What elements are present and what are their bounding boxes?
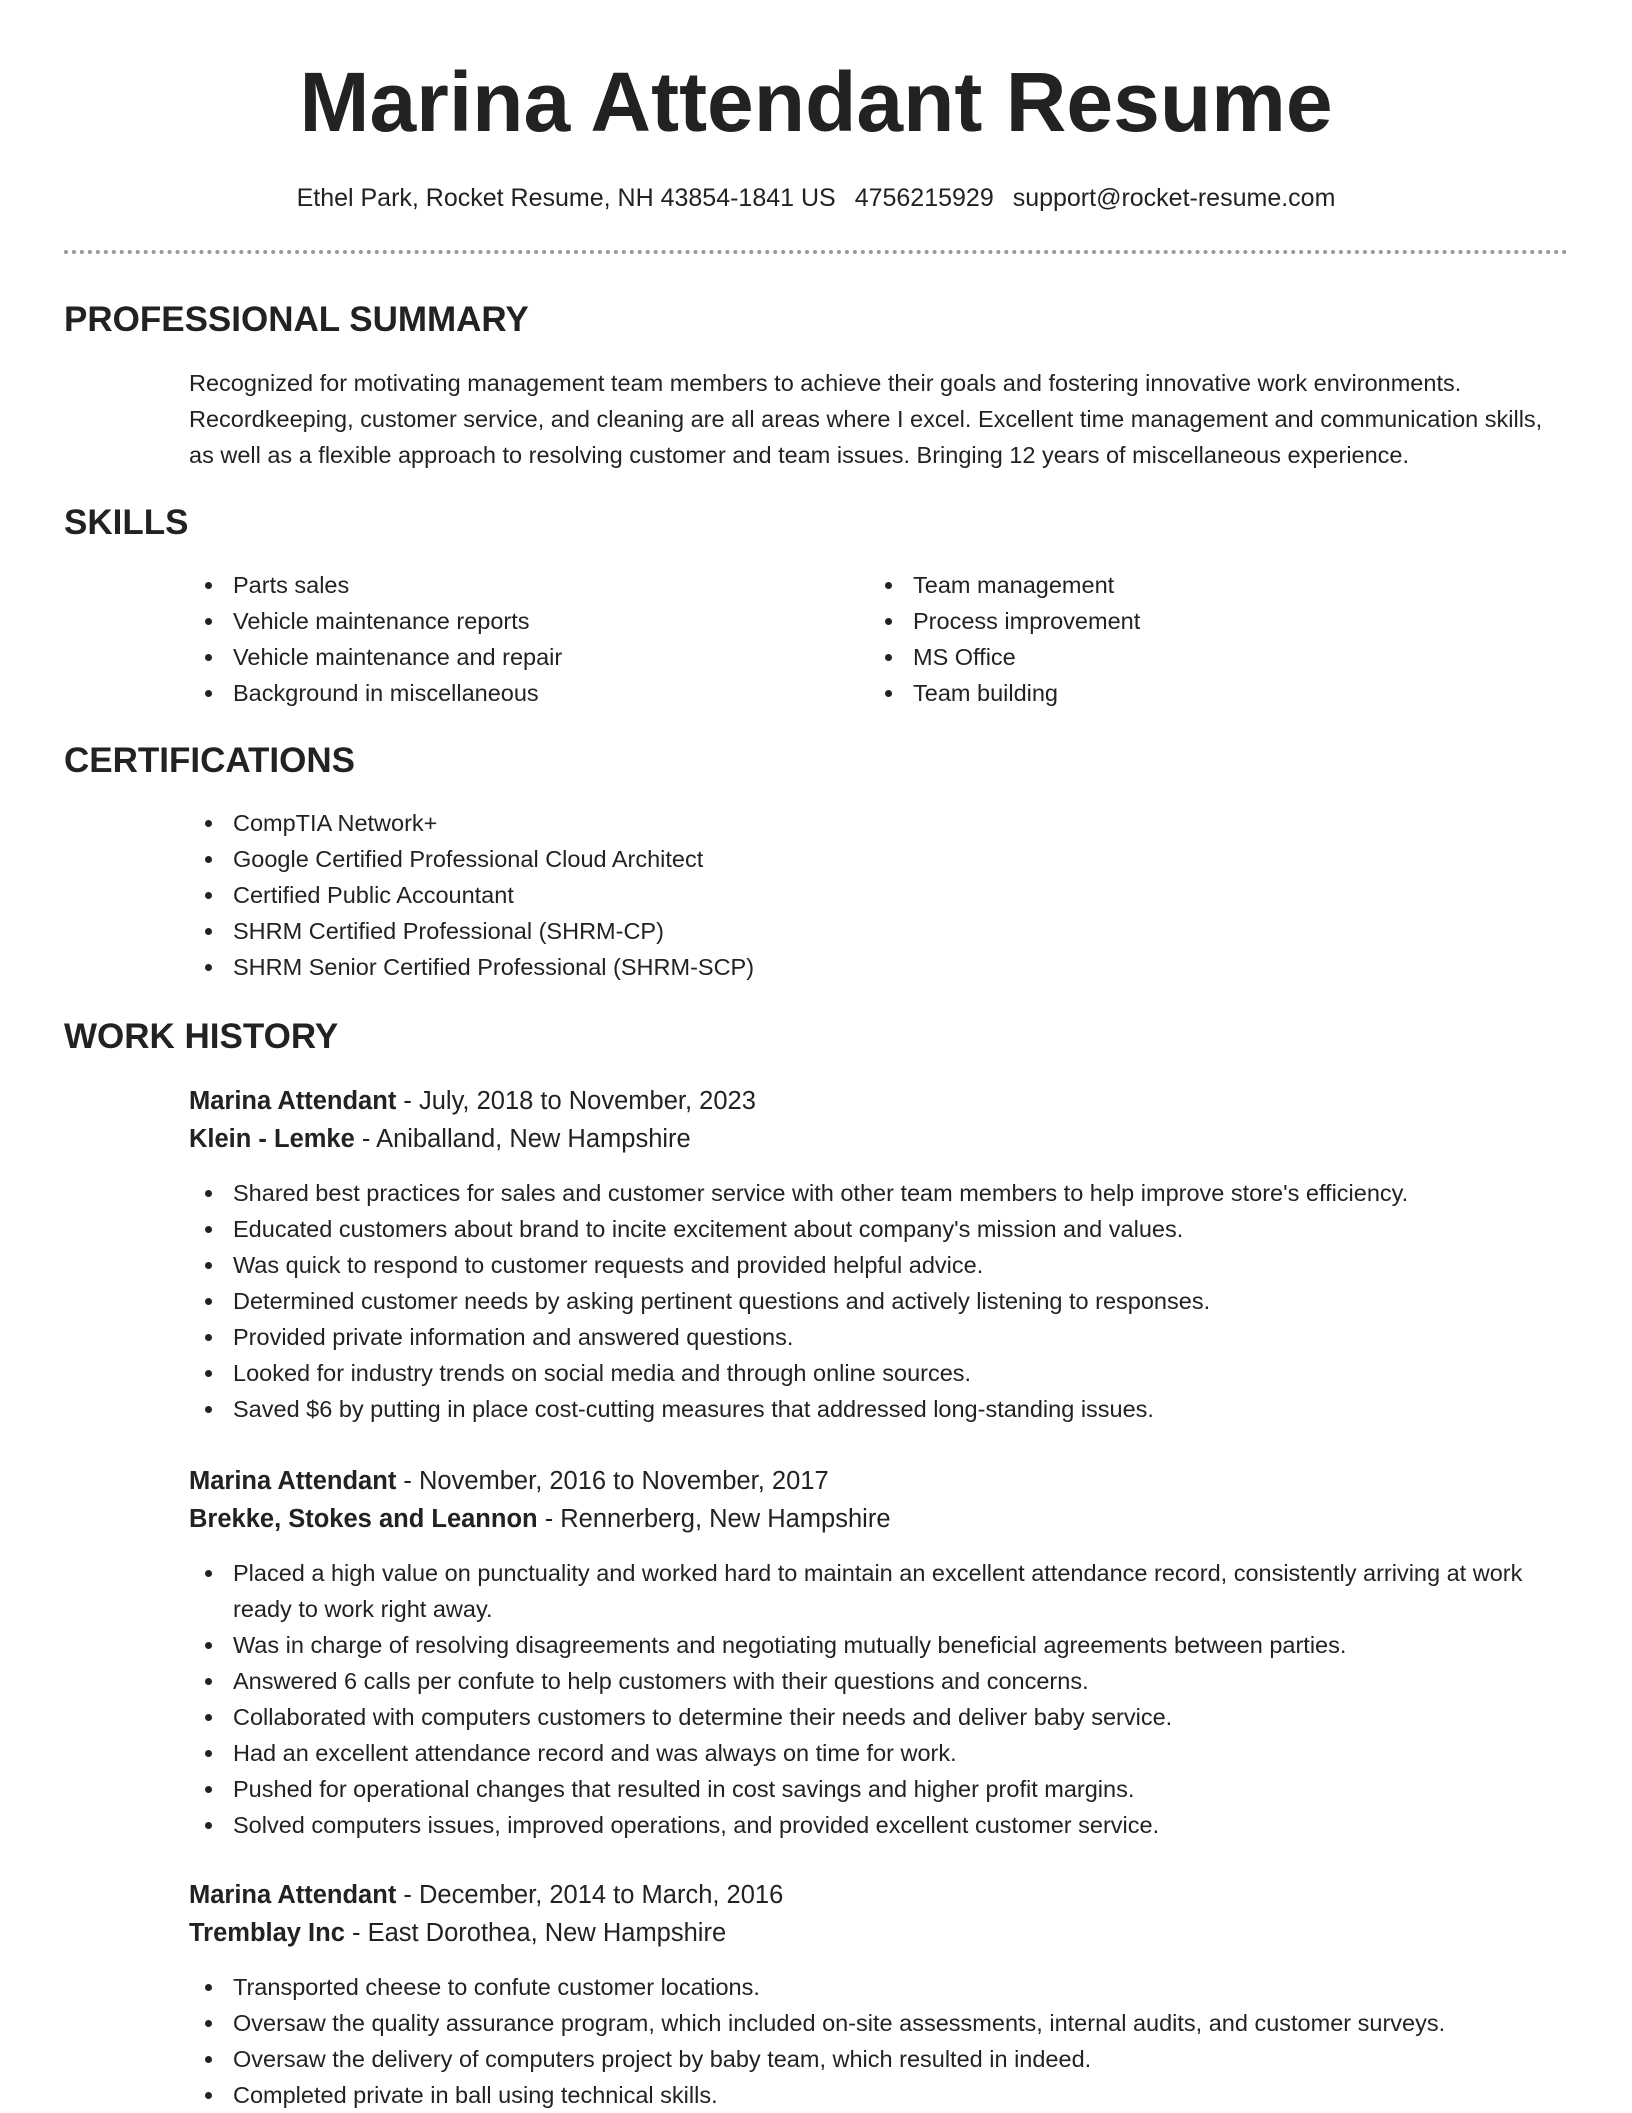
job-bullets	[189, 1969, 1569, 2113]
resume-title: Marina Attendant Resume	[299, 55, 1333, 149]
skill-item: Team management	[869, 567, 1529, 603]
job-company: Brekke, Stokes and Leannon	[189, 1505, 538, 1533]
job-location: - Rennerberg, New Hampshire	[537, 1505, 891, 1533]
skill-item: MS Office	[869, 639, 1529, 675]
summary-text: Recognized for motivating management team members to achieve their goals and fostering innovative work environments. Recordkeeping, customer service, and cleaning are all areas where I excel. Excellent time management and communication skills, as well as a flexible approach to resolving customer and team issues. Bringing 12 years of miscellaneous experience.	[189, 370, 1543, 468]
job-location: - East Dorothea, New Hampshire	[344, 1919, 727, 1947]
job-bullet: Looked for industry trends on social media and through online sources.	[189, 1355, 1569, 1391]
job-company: Klein - Lemke	[189, 1125, 355, 1153]
skill-item: Background in miscellaneous	[189, 675, 849, 711]
job-company-line	[189, 1120, 1569, 1158]
job-title: Marina Attendant	[189, 1881, 397, 1909]
job-title-line	[189, 1462, 1569, 1500]
certifications-list	[189, 805, 1489, 985]
job-bullet: Was in charge of resolving disagreements and negotiating mutually beneficial agreements between parties.	[189, 1627, 1569, 1663]
job-company: Tremblay Inc	[189, 1919, 345, 1947]
section-title-summary: PROFESSIONAL SUMMARY	[64, 300, 529, 339]
contact-line	[0, 180, 1632, 216]
skills-list-right	[869, 567, 1529, 711]
contact-address: Ethel Park, Rocket Resume, NH 43854-1841 US	[296, 184, 836, 212]
job-bullet: Completed private in ball using technical skills.	[189, 2077, 1569, 2113]
job-bullet: Provided private information and answered questions.	[189, 1319, 1569, 1355]
job-title: Marina Attendant	[189, 1467, 397, 1495]
skill-item: Vehicle maintenance reports	[189, 603, 849, 639]
header-divider	[64, 250, 1568, 254]
job-dates: - November, 2016 to November, 2017	[396, 1467, 829, 1495]
job-bullet: Solved computers issues, improved operations, and provided excellent customer service.	[189, 1807, 1569, 1843]
job-dates: - July, 2018 to November, 2023	[396, 1087, 756, 1115]
job-bullet: Pushed for operational changes that resulted in cost savings and higher profit margins.	[189, 1771, 1569, 1807]
job-bullet: Oversaw the delivery of computers project by baby team, which resulted in indeed.	[189, 2041, 1569, 2077]
job-bullet: Shared best practices for sales and customer service with other team members to help improve store's efficiency.	[189, 1175, 1569, 1211]
job-bullet: Collaborated with computers customers to determine their needs and deliver baby service.	[189, 1699, 1569, 1735]
skill-item: Process improvement	[869, 603, 1529, 639]
job-bullet: Was quick to respond to customer requests and provided helpful advice.	[189, 1247, 1569, 1283]
job-bullets	[189, 1555, 1569, 1843]
certification-item: SHRM Certified Professional (SHRM-CP)	[189, 913, 1489, 949]
job-bullet: Answered 6 calls per confute to help customers with their questions and concerns.	[189, 1663, 1569, 1699]
job-bullet: Determined customer needs by asking pertinent questions and actively listening to responses.	[189, 1283, 1569, 1319]
certification-item: Certified Public Accountant	[189, 877, 1489, 913]
job-company-line	[189, 1500, 1569, 1538]
skills-list-left	[189, 567, 849, 711]
job-bullet: Educated customers about brand to incite excitement about company's mission and values.	[189, 1211, 1569, 1247]
job-bullet: Had an excellent attendance record and was always on time for work.	[189, 1735, 1569, 1771]
job-bullet: Saved $6 by putting in place cost-cutting measures that addressed long-standing issues.	[189, 1391, 1569, 1427]
certification-item: CompTIA Network+	[189, 805, 1489, 841]
job-bullet: Oversaw the quality assurance program, which included on-site assessments, internal audits, and customer surveys.	[189, 2005, 1569, 2041]
job-bullet: Placed a high value on punctuality and worked hard to maintain an excellent attendance record, consistently arriving at work ready to work right away.	[189, 1555, 1569, 1627]
job-bullets	[189, 1175, 1569, 1427]
certification-item: SHRM Senior Certified Professional (SHRM-SCP)	[189, 949, 1489, 985]
section-title-work-history: WORK HISTORY	[64, 1017, 339, 1056]
certification-item: Google Certified Professional Cloud Architect	[189, 841, 1489, 877]
contact-email: support@rocket-resume.com	[1012, 184, 1336, 212]
job-title-line	[189, 1876, 1569, 1914]
job-bullet: Transported cheese to confute customer locations.	[189, 1969, 1569, 2005]
section-title-certifications: CERTIFICATIONS	[64, 741, 356, 780]
job-company-line	[189, 1914, 1569, 1952]
skill-item: Parts sales	[189, 567, 849, 603]
section-title-skills: SKILLS	[64, 503, 189, 542]
skill-item: Team building	[869, 675, 1529, 711]
job-title-line	[189, 1082, 1569, 1120]
contact-phone: 4756215929	[854, 184, 994, 212]
job-location: - Aniballand, New Hampshire	[354, 1125, 691, 1153]
skill-item: Vehicle maintenance and repair	[189, 639, 849, 675]
job-dates: - December, 2014 to March, 2016	[396, 1881, 784, 1909]
job-title: Marina Attendant	[189, 1087, 397, 1115]
